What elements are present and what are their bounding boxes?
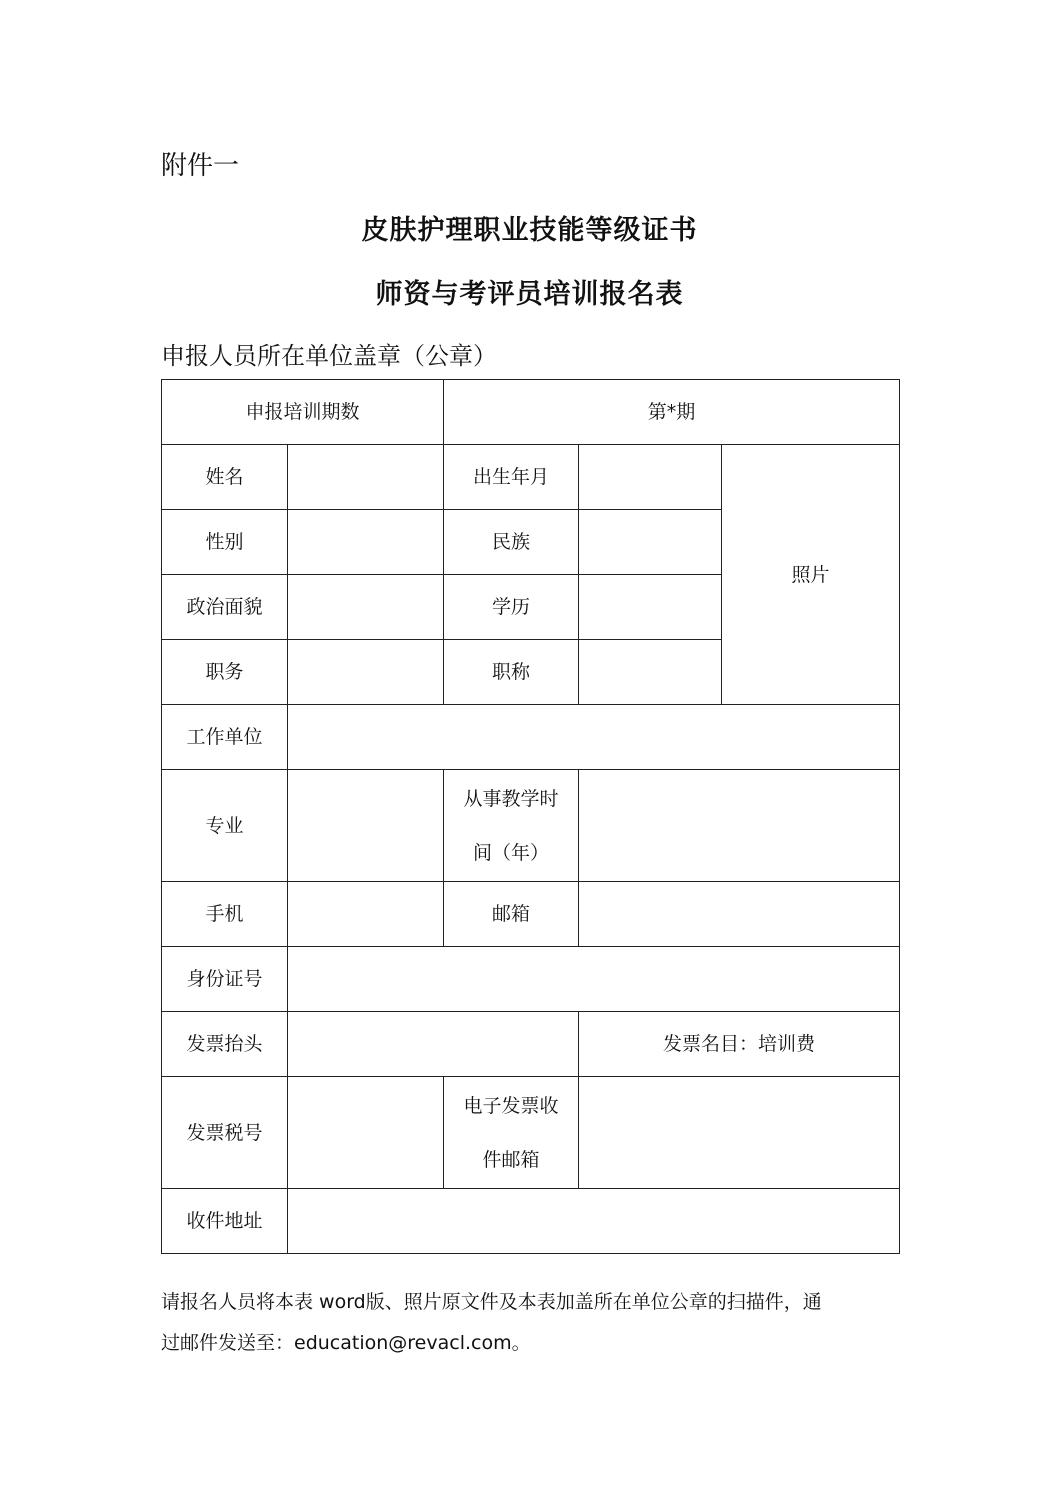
major-field[interactable] (288, 770, 444, 882)
teaching-years-label (444, 770, 579, 882)
attachment-label: 附件一 (161, 151, 240, 181)
period-label: 申报培训期数 (162, 380, 444, 445)
tax-number-field[interactable] (288, 1077, 444, 1189)
invoice-header-field[interactable] (288, 1012, 579, 1077)
birth-label: 出生年月 (444, 445, 579, 510)
tax-number-label: 发票税号 (162, 1077, 288, 1189)
einvoice-email-label-line2: 件邮箱 (482, 1148, 540, 1171)
submission-note-line2: 过邮件发送至：education@revacl.com。 (161, 1332, 531, 1354)
form-subtitle: 师资与考评员培训报名表 (375, 279, 684, 310)
political-label: 政治面貌 (162, 575, 288, 640)
email-field[interactable] (579, 882, 900, 947)
position-field[interactable] (288, 640, 444, 705)
phone-label: 手机 (162, 882, 288, 947)
teaching-years-field[interactable] (579, 770, 900, 882)
submission-note-line1: 请报名人员将本表 word版、照片原文件及本表加盖所在单位公章的扫描件，通 (161, 1291, 822, 1313)
period-value[interactable]: 第*期 (444, 380, 900, 445)
gender-label: 性别 (162, 510, 288, 575)
address-field[interactable] (288, 1189, 900, 1254)
title-rank-label: 职称 (444, 640, 579, 705)
birth-field[interactable] (579, 445, 722, 510)
ethnicity-field[interactable] (579, 510, 722, 575)
education-label: 学历 (444, 575, 579, 640)
invoice-item-label: 发票名目：培训费 (579, 1012, 900, 1077)
education-field[interactable] (579, 575, 722, 640)
registration-form-table (161, 379, 900, 1254)
stamp-instruction: 申报人员所在单位盖章（公章） (161, 342, 497, 370)
teaching-years-label-line2: 间（年） (473, 841, 550, 864)
id-number-field[interactable] (288, 947, 900, 1012)
photo-box[interactable]: 照片 (722, 445, 900, 705)
einvoice-email-label-line1: 电子发票收 (463, 1094, 559, 1117)
major-label: 专业 (162, 770, 288, 882)
id-number-label: 身份证号 (162, 947, 288, 1012)
political-field[interactable] (288, 575, 444, 640)
position-label: 职务 (162, 640, 288, 705)
invoice-header-label: 发票抬头 (162, 1012, 288, 1077)
name-label: 姓名 (162, 445, 288, 510)
submission-note (161, 1282, 901, 1364)
name-field[interactable] (288, 445, 444, 510)
einvoice-email-field[interactable] (579, 1077, 900, 1189)
address-label: 收件地址 (162, 1189, 288, 1254)
teaching-years-label-line1: 从事教学时 (463, 787, 559, 810)
workplace-label: 工作单位 (162, 705, 288, 770)
ethnicity-label: 民族 (444, 510, 579, 575)
gender-field[interactable] (288, 510, 444, 575)
phone-field[interactable] (288, 882, 444, 947)
title-rank-field[interactable] (579, 640, 722, 705)
einvoice-email-label (444, 1077, 579, 1189)
form-title: 皮肤护理职业技能等级证书 (361, 215, 698, 246)
workplace-field[interactable] (288, 705, 900, 770)
email-label: 邮箱 (444, 882, 579, 947)
